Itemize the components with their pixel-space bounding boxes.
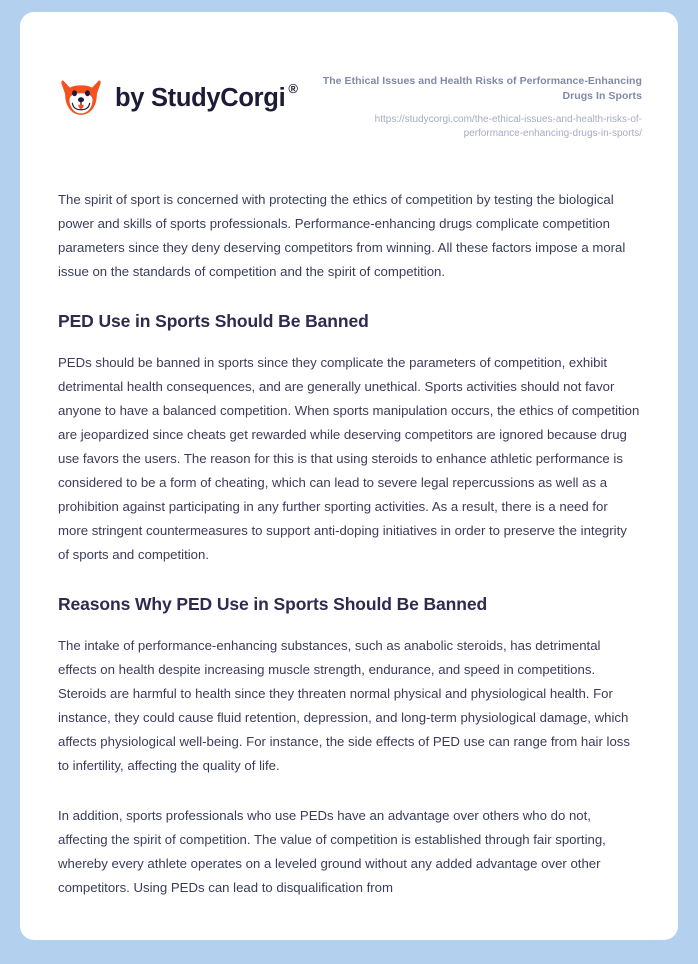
document-source-url[interactable]: https://studycorgi.com/the-ethical-issues-and-health-risks-of-performance-enhancing-drugs-in-sports/ — [374, 113, 642, 140]
document-page — [20, 12, 678, 940]
paragraph-reasons-health: The intake of performance-enhancing substances, such as anabolic steroids, has detrimental effects on health despite increasing muscle strength, endurance, and speed in competitions. Steroids are harmful to health since they threaten normal physical and physiological health. For instance, they could cause fluid retention, depression, and long-term physiological damage, which affects physiological well-being. For instance, the side effects of PED use can range from hair loss to infertility, affecting the quality of life. — [58, 637, 630, 773]
corgi-face-icon — [58, 76, 104, 122]
studycorgi-logo[interactable] — [58, 68, 298, 122]
brand-wordmark — [115, 81, 298, 113]
brand-wordmark-text: by StudyCorgi — [115, 84, 286, 113]
paragraph-ped-use: PEDs should be banned in sports since they complicate the parameters of competition, exhibit detrimental health consequences, and are generally unethical. Sports activities should not favor anyone to have a balanced competition. When sports manipulation occurs, the ethics of competition are jeopardized since cheats get rewarded while deserving competitors are ignored because drug use favors the users. The reason for this is that using steroids to enhance athletic performance is considered to be a form of cheating, which can lead to severe legal repercussions as well as a prohibition against participating in any further sporting activities. As a result, there is a need for more stringent countermeasures to support anti-doping initiatives in order to preserve the integrity of sports and competition. — [58, 354, 640, 562]
section-heading-ped-use: PED Use in Sports Should Be Banned — [58, 310, 369, 331]
paragraph-intro: The spirit of sport is concerned with protecting the ethics of competition by testing the biological power and skills of sports professionals. Performance-enhancing drugs complicate competition parameters since they deny deserving competitors from winning. All these factors impose a moral issue on the standards of competition and the spirit of competition. — [58, 191, 626, 279]
paragraph-reasons-fairness: In addition, sports professionals who use PEDs have an advantage over others who do not, affecting the spirit of competition. The value of competition is established through fair sporting, whereby every athlete operates on a leveled ground without any added advantage over other competitors. Using PEDs can lead to disqualification from — [58, 807, 606, 895]
registered-trademark-icon: ® — [288, 81, 298, 97]
document-title: The Ethical Issues and Health Risks of Performance-Enhancing Drugs In Sports — [322, 75, 642, 102]
document-header — [20, 12, 678, 142]
section-heading-reasons: Reasons Why PED Use in Sports Should Be Banned — [58, 593, 488, 614]
header-meta — [322, 68, 642, 142]
article-body — [20, 188, 678, 900]
